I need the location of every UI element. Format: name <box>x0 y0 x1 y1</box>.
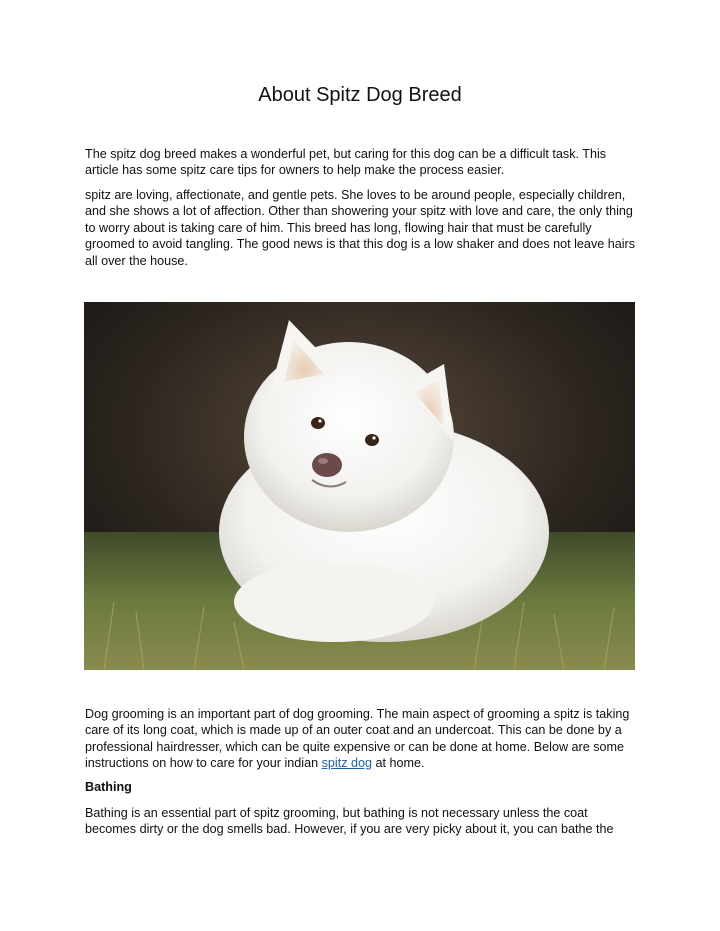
section-heading-bathing: Bathing <box>85 780 132 794</box>
white-spitz-dog-photo <box>84 302 635 670</box>
grooming-paragraph <box>85 706 637 772</box>
grooming-text-end: at home. <box>372 756 425 771</box>
spitz-dog-link[interactable]: spitz dog <box>321 756 373 771</box>
page-title: About Spitz Dog Breed <box>258 84 462 106</box>
intro-paragraph: The spitz dog breed makes a wonderful pet, but caring for this dog can be a difficult task. This article has some spitz care tips for owners to help make the process easier. <box>85 147 607 178</box>
grooming-text: Dog grooming is an important part of dog grooming. The main aspect of grooming a spitz is taking care of its long coat, which is made up of an outer coat and an undercoat. This can be done by a professional hairdresser, which can be quite expensive or can be done at home. Below are some instructions on how to care for your indian <box>85 707 630 771</box>
bathing-paragraph: Bathing is an essential part of spitz grooming, but bathing is not necessary unless the coat becomes dirty or the dog smells bad. However, if you are very picky about it, you can bathe the <box>85 806 614 837</box>
description-paragraph: spitz are loving, affectionate, and gentle pets. She loves to be around people, especially children, and she shows a lot of affection. Other than showering your spitz with love and care, the only thing to worry about is taking care of him. This breed has long, flowing hair that must be carefully groomed to avoid tangling. The good news is that this dog is a low shaker and does not leave hairs all over the house. <box>85 188 636 268</box>
